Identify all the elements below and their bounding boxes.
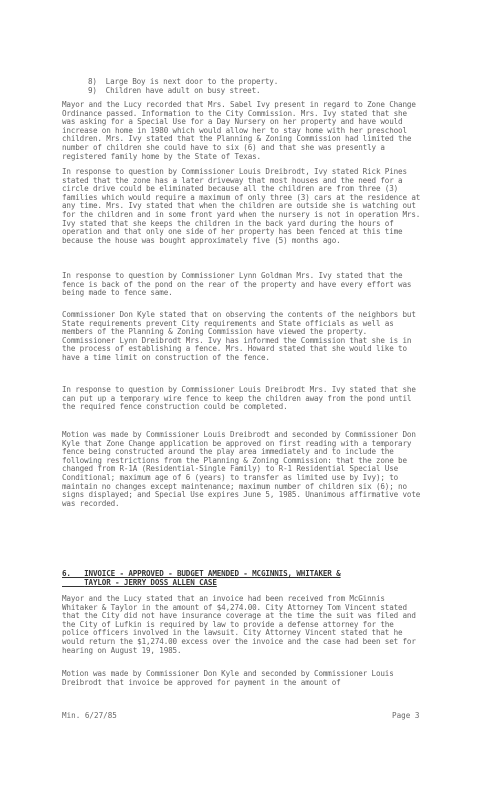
- paragraph: Motion was made by Commissioner Don Kyle and seconded by Commissioner Louis Dreibrodt that invoice be approved for payment in the amount of: [62, 669, 399, 687]
- paragraph: In response to question by Commissioner Lynn Goldman Mrs. Ivy stated that the fence is back of the pond on the rear of the property and have every effort was being made to fence same.: [62, 271, 416, 298]
- section-heading: 6. INVOICE - APPROVED - BUDGET AMENDED - MCGINNIS, WHITAKER &: [62, 569, 341, 578]
- paragraph: Mayor and the Lucy stated that an invoice had been received from McGinnis Whitaker & Taylor in the amount of $4,274.00. City Attorney Tom Vincent stated that the City did not have insurance coverage at the time the suit was filed and the City of Lufkin is required by law to provide a defense attorney for the police officers involved in the lawsuit. City Attorney Vincent stated that he would return the $1,274.00 excess over the invoice and the case had been set for hearing on August 19, 1985.: [62, 594, 421, 655]
- paragraph: In response to question by Commissioner Louis Dreibrodt, Ivy stated Rick Pines stated that the zone has a later driveway that most houses and the need for a circle drive could be eliminated because all the children are from three (3) families which would require a maximum of only three (3) cars at the residence at any time. Mrs. Ivy stated that when the children are outside she is watching out for the children and in some front yard when the nursery is not in operation Mrs. Ivy stated that she keeps the children in the back yard during the hours of operation and that only one side of her property has been fenced at this time because the house was bought approximately five (5) months ago.: [62, 167, 425, 245]
- list-item: 8) Large Boy is next door to the property.: [88, 77, 279, 86]
- paragraph: Mayor and the Lucy recorded that Mrs. Sabel Ivy present in regard to Zone Change Ordinance passed. Information to the City Commission. Mrs. Ivy stated that she was asking for a Special Use for a Day Nursery on her property and have would increase on home in 1980 which would allow her to stay home with her preschool children. Mrs. Ivy stated that the Planning & Zoning Commission had limited the number of children she could have to six (6) and that she was presently a registered family home by the State of Texas.: [62, 100, 421, 161]
- page-number: Page 3: [392, 711, 420, 720]
- section-heading: TAYLOR - JERRY DOSS ALLEN CASE: [62, 578, 217, 587]
- paragraph: In response to question by Commissioner Louis Dreibrodt Mrs. Ivy stated that she can put up a temporary wire fence to keep the children away from the pond until the required fence construction could be completed.: [62, 385, 421, 412]
- list-item: 9) Children have adult on busy street.: [88, 86, 261, 95]
- paragraph: Commissioner Don Kyle stated that on observing the contents of the neighbors but State requirements prevent City requirements and State officials as well as members of the Planning & Zoning Commission have viewed the property. Commissioner Lynn Dreibrodt Mrs. Ivy has informed the Commission that she is in the process of establishing a fence. Mrs. Howard stated that she would like to have a time limit on construction of the fence.: [62, 310, 421, 362]
- footer-date: Min. 6/27/85: [62, 711, 117, 720]
- paragraph: Motion was made by Commissioner Louis Dreibrodt and seconded by Commissioner Don Kyle that Zone Change application be approved on first reading with a temporary fence being constructed around the play area immediately and to include the following restrictions from the Planning & Zoning Commission: that the zone be changed from R-1A (Residential-Single Family) to R-1 Residential Special Use Conditional; maximum age of 6 (years) to transfer as limited use by Ivy); to maintain no changes except maintenance; maximum number of children six (6); no signs displayed; and Special Use expires June 5, 1985. Unanimous affirmative vote was recorded.: [62, 430, 425, 508]
